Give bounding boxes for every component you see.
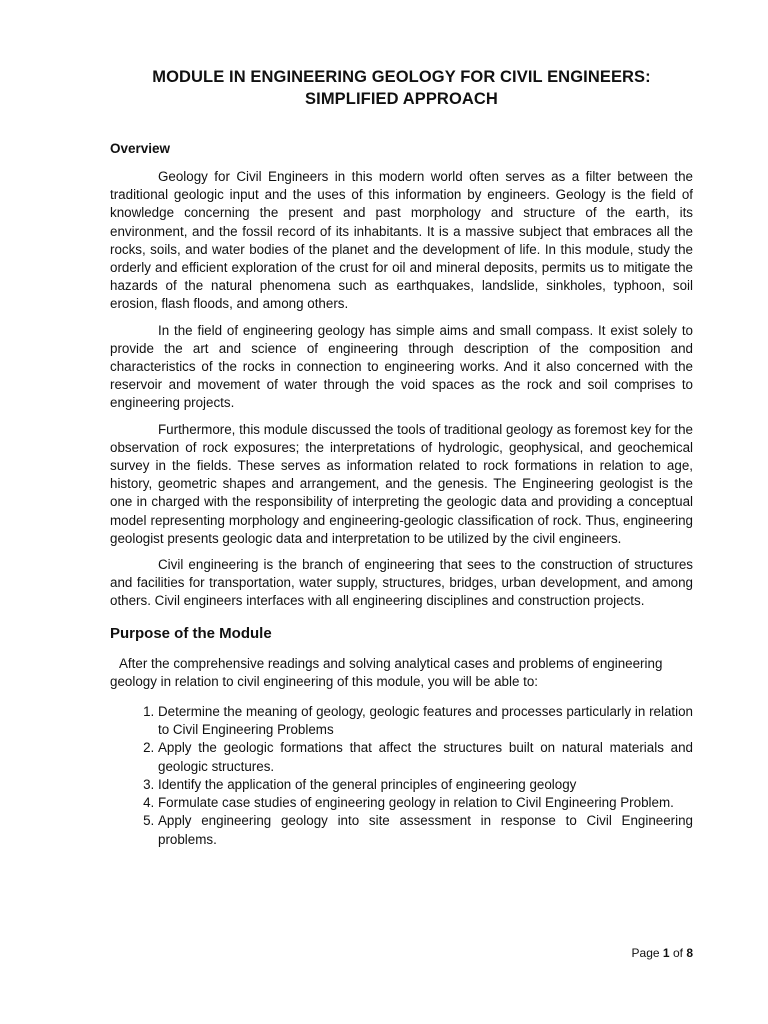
of-label: of	[672, 946, 683, 960]
title-line-1: MODULE IN ENGINEERING GEOLOGY FOR CIVIL ENGINEERS:	[152, 68, 651, 86]
page-number-footer	[632, 946, 693, 960]
current-page-number: 1	[662, 946, 670, 960]
objective-item: 1. Determine the meaning of geology, geologic features and processes particularly in relation to Civil Engineering Problems	[158, 703, 693, 739]
document-title	[110, 66, 693, 110]
overview-body	[110, 168, 693, 611]
document-page	[110, 66, 693, 849]
purpose-intro: After the comprehensive readings and solving analytical cases and problems of engineering geology in relation to civil engineering of this module, you will be able to:	[110, 655, 663, 689]
overview-paragraph: In the field of engineering geology has simple aims and small compass. It exist solely to provide the art and science of engineering through description of the composition and characteristics of the rocks in connection to engineering works. And it also concerned with the reservoir and movement of water through the void spaces as the rock and soil comprises to engineering projects.	[110, 322, 693, 411]
objective-item: 2. Apply the geologic formations that affect the structures built on natural materials and geologic structures.	[158, 739, 693, 775]
purpose-heading: Purpose of the Module	[110, 624, 272, 642]
overview-paragraph: Geology for Civil Engineers in this modern world often serves as a filter between the traditional geologic input and the uses of this information by engineers. Geology is the field of knowledge concerning the present and past morphology and structure of the earth, its environment, and the fossil record of its inhabitants. It is a massive subject that embraces all the rocks, soils, and water bodies of the planet and the development of life. In this module, study the orderly and efficient exploration of the crust for oil and mineral deposits, permits us to mitigate the hazards of the natural phenomena such as earthquakes, landslide, sinkholes, typhoon, soil erosion, flash floods, and among others.	[110, 169, 693, 312]
total-pages-number: 8	[686, 946, 693, 960]
objectives-list	[110, 703, 693, 849]
page-label: Page	[631, 946, 660, 960]
objective-item: 3. Identify the application of the general principles of engineering geology	[158, 776, 693, 794]
title-line-2: SIMPLIFIED APPROACH	[305, 90, 498, 108]
overview-heading: Overview	[110, 141, 171, 156]
overview-paragraph: Furthermore, this module discussed the tools of traditional geology as foremost key for the observation of rock exposures; the interpretations of hydrologic, geophysical, and geochemical survey in the fields. These serves as information related to rock formations in relation to age, history, geometric shapes and arrangement, and the genesis. The Engineering geologist is the one in charged with the responsibility of interpreting the geologic data and providing a conceptual model representing morphology and engineering-geologic classification of rock. Thus, engineering geologist presents geologic data and interpretation to be utilized by the civil engineers.	[110, 421, 693, 546]
objective-item: 5. Apply engineering geology into site assessment in response to Civil Engineering problems.	[158, 812, 693, 848]
overview-paragraph: Civil engineering is the branch of engineering that sees to the construction of structures and facilities for transportation, water supply, structures, bridges, urban development, and among others. Civil engineers interfaces with all engineering disciplines and construction projects.	[110, 557, 693, 609]
objective-item: 4. Formulate case studies of engineering geology in relation to Civil Engineering Problem.	[158, 794, 693, 812]
